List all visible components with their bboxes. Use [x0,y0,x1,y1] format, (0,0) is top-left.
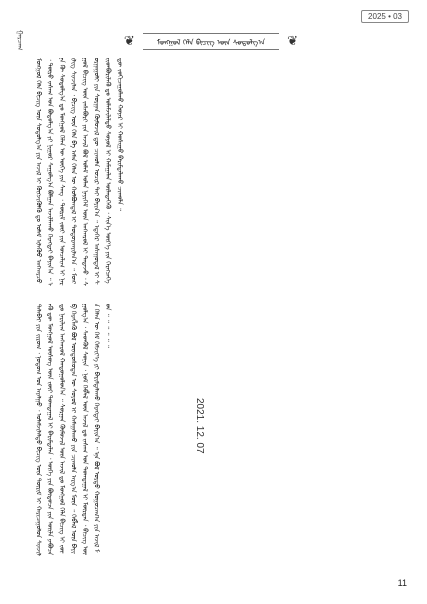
body-text-bottom: ᠲᠠᠯᠠᠪᠠᠢ ᠶᠢᠨ ᠵᠢᠷᠤᠭ ᠂ ᠨᠤᠲᠤᠭ ᠤᠨ ᠠᠶᠠᠯᠭᠤ ᠂ ᠤᠯᠠᠮᠵᠢᠯᠠᠯᠲᠤ ᠪᠢᠴᠢᠭ ᠦᠨ ᠳᠦᠷᠢᠮ ᠢ ᠬᠠᠷᠢᠴᠠᠭᠤᠯᠤᠨ ᠰᠢᠨᠵᠢᠯᠡᠬᠦ ᠳᠦ ᠮᠣᠩᠭᠣᠯ ᠦᠰᠦᠭ ᠦᠨ ᠵᠦᠢ ᠲᠣᠭᠲᠠᠭᠠᠯ ᠢ ᠪᠠᠷᠢᠮᠲᠠᠯᠠᠨ ᠂ ᠦᠭᠡ ᠶᠢᠨ ᠪᠦᠲᠦᠴᠡ ᠶᠢᠨ ᠦᠢᠯᠡ ᠶᠠᠪᠤᠴᠠ ᠳᠤ ᠨᠠᠷᠢᠯᠢᠭ ᠠᠩᠬᠠᠷᠤᠯ ᠬᠠᠨᠳᠤᠭᠤᠯᠤᠨ᠎ᠠ ᠃ ᠰᠤᠷᠭᠠᠨ ᠬᠦᠮᠦᠵᠢᠯ ᠦᠨ ᠠᠵᠢᠯ ᠳᠤ ᠮᠣᠩᠭᠣᠯ ᠬᠡᠯᠡ ᠪᠢᠴᠢᠭ ᠢ ᠵᠥᠪ ᠬᠡᠷᠡᠭᠯᠡᠬᠦ ᠪᠣᠯ ᠦᠨᠳᠦᠰᠦᠲᠡᠨ ᠦ ᠰᠣᠶᠣᠯ ᠢ ᠬᠠᠮᠠᠭᠠᠯᠠᠬᠤ ᠶᠢᠨ ᠴᠢᠬᠤᠯᠠ ᠠᠷᠭ᠎ᠠ ᠮᠥᠨ ᠃ ᠬᠡᠪᠯᠡᠯ ᠦᠨ ᠪᠠᠶᠢᠭᠤᠯᠭ᠎ᠠ ᠂ ᠰᠡᠳᠬᠦᠯ ᠰᠣᠨᠢᠨ ᠂ ᠨᠣᠮ ᠬᠡᠪᠯᠡᠯ ᠦᠨ ᠠᠵᠢᠯ ᠳᠤ ᠵᠠᠰᠠᠭ ᠤᠨ ᠲᠣᠭᠲᠠᠭᠠᠯ ᠢ ᠮᠥᠷᠳᠡᠨ ᠂ ᠪᠢᠴᠢᠭ ᠦᠨ ᠬᠡᠯᠡᠨ ᠦ ᠬᠡᠮ ᠬᠡᠮᠵᠢᠶ᠎ᠡ ᠶᠢ ᠪᠠᠷᠢᠮᠲᠠᠯᠠᠬᠤ ᠬᠡᠷᠡᠭᠲᠡᠢ ᠪᠠᠶᠢᠨ᠎ᠠ ᠃ ᠡᠨᠡ ᠪᠣᠯ ᠤᠷᠲᠤ ᠬᠤᠭᠤᠴᠠᠭ᠎ᠠ ᠶᠢᠨ ᠠᠵᠢᠯ ᠮᠥᠨ ᠃ ᠃ ᠃ ᠃ ᠃ ᠃ [34,304,113,556]
issue-badge: 2025 • 03 [361,10,409,23]
header-title: ᠮᠣᠩᠭᠣᠯ ᠬᠡᠯᠡ ᠪᠢᠴᠢᠭ ᠦᠨ ᠰᠤᠳᠤᠯᠭ᠎ᠠ [143,33,279,50]
corner-mark: ᠭᠠᠷᠴᠠᠭ [16,30,24,51]
running-header [32,32,390,50]
page-number: 11 [397,578,407,588]
left-ornament-icon: ❦ [123,33,135,49]
date-stamp: 2021. 12. 07 [194,398,205,454]
body-text-top: ᠮᠣᠩᠭᠣᠯ ᠬᠡᠯᠡ ᠪᠢᠴᠢᠭ ᠦᠨ ᠰᠤᠳᠤᠯᠭ᠎ᠠ ᠶᠢᠨ ᠠᠵᠢᠯ ᠢ ᠬᠥᠭᠵᠢᠭᠦᠯᠬᠦ ᠳᠤ ᠤᠯᠠᠮ ᠢᠯᠡᠭᠦᠦ ᠠᠩᠬᠠᠷᠴᠤ ᠂ ᠲᠥᠷᠦ ᠵᠠᠰᠠᠭ ᠤᠨ ᠪᠣᠳᠣᠯᠭ᠎ᠠ ᠶᠢ ᠨᠢᠭᠤᠷ ᠰᠠᠭᠤᠯᠭ᠎ᠠ ᠪᠣᠯᠭᠠᠨ ᠠᠵᠢᠯᠯᠠᠬᠤ ᠬᠡᠷᠡᠭᠲᠡᠢ ᠪᠠᠶᠢᠨ᠎ᠠ ᠃ ᠡᠨᠡ ᠬᠦ ᠰᠤᠳᠤᠯᠭ᠎ᠠ ᠳᠤ ᠮᠣᠩᠭᠣᠯ ᠬᠡᠯᠡᠨ ᠦ ᠦᠭᠡ ᠶᠢᠨ ᠰᠠᠩ ᠂ ᠳᠦᠷᠢᠮ ᠵᠦᠢ ᠶᠢᠨ ᠣᠨᠴᠠᠯᠢᠭ ᠢ ᠨᠠᠷᠢᠯᠢᠭ ᠰᠢᠨᠵᠢᠯᠡᠨ ᠂ ᠪᠢᠴᠢᠭ ᠦᠨ ᠬᠡᠯᠡ ᠪᠠ ᠠᠮᠠᠨ ᠬᠡᠯᠡᠨ ᠦ ᠬᠣᠯᠪᠣᠭᠳᠠᠯ ᠢ ᠲᠣᠳᠣᠷᠬᠠᠶᠢᠯᠠᠨ᠎ᠠ ᠃ ᠮᠣᠩᠭᠣᠯ ᠪᠢᠴᠢᠭ ᠦᠨ ᠵᠠᠰᠠᠪᠤᠷᠢ ᠶᠢᠨ ᠠᠵᠢᠯ ᠪᠣᠯ ᠤᠯᠠᠮ ᠣᠯᠠᠨ ᠨᠡᠶᠢᠭᠡᠮ ᠦᠨ ᠠᠩᠬᠠᠷᠤᠯ ᠢ ᠲᠠᠲᠠᠵᠤ ᠂ ᠰᠤᠷᠭᠠᠭᠤᠯᠢ ᠶᠢᠨ ᠰᠤᠷᠭᠠᠨ ᠬᠥᠮᠦᠵᠢᠯ ᠳᠦ ᠴᠢᠬᠤᠯᠠ ᠤᠴᠢᠷ ᠲᠠᠢ ᠪᠠᠶᠢᠨ᠎ᠠ ᠃ ᠡᠳᠡᠭᠡᠷ ᠠᠰᠠᠭᠤᠳᠠᠯ ᠢ ᠰᠢᠢᠳᠪᠦᠷᠢᠯᠡᠬᠦ ᠳᠤ ᠤᠯᠠᠮᠵᠢᠯᠠᠯᠲᠤ ᠰᠣᠶᠣᠯ ᠢ ᠬᠠᠮᠠᠭᠠᠯᠠᠨ ᠦᠯᠡᠳᠡᠭᠡᠬᠦ ᠂ ᠰᠢᠨ᠎ᠡ ᠦᠶ᠎ᠡ ᠶᠢᠨ ᠬᠡᠷᠡᠭᠴᠡᠭᠡ ᠳᠦ ᠵᠣᠬᠢᠴᠠᠭᠤᠯᠬᠤ ᠬᠣᠶᠠᠷ ᠢ ᠬᠣᠰᠢᠭᠤ ᠪᠠᠷᠢᠮᠲᠠᠯᠠᠬᠤ ᠴᠢᠬᠤᠯᠠ ᠃ [34,58,124,286]
right-ornament-icon: ❦ [287,33,299,49]
